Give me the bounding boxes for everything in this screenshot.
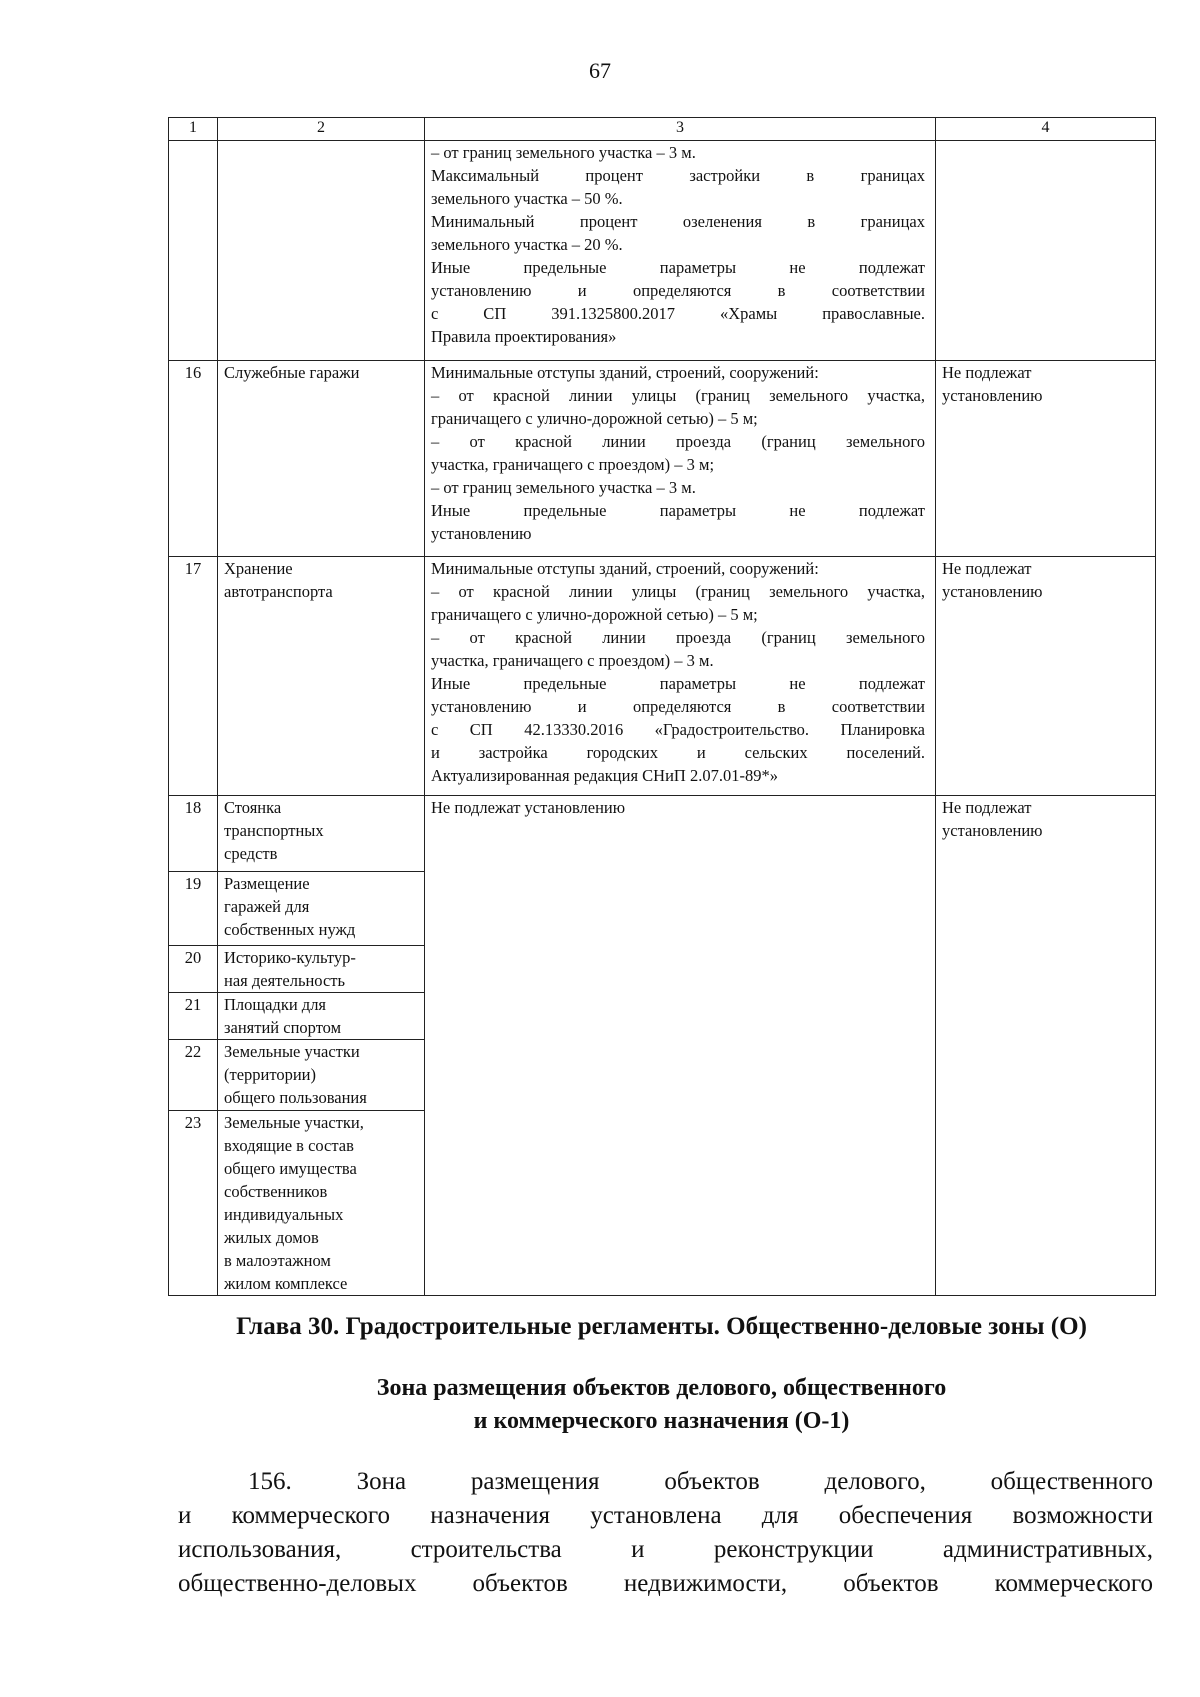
note-line: Не подлежат — [942, 363, 1032, 382]
note-cell — [936, 557, 1156, 796]
use-name-cell — [218, 1040, 425, 1111]
chapter-heading: Глава 30. Градостроительные регламенты. Общественно-деловые зоны (О) — [236, 1313, 1087, 1340]
use-name-line: Стоянка — [224, 798, 282, 817]
params-line: Правила проектирования» — [431, 327, 617, 346]
note-cell — [936, 141, 1156, 361]
paragraph-line: общественно-деловых объектов недвижимости, объектов коммерческого — [178, 1570, 1153, 1597]
use-name-cell — [218, 946, 425, 993]
params-line: установлению и определяются в соответствии — [431, 697, 925, 716]
params-cell — [425, 557, 936, 796]
params-line: и застройка городских и сельских поселений. — [431, 743, 925, 762]
params-line: – от красной линии проезда (границ земельного — [431, 628, 925, 647]
column-number: 4 — [936, 118, 1156, 141]
column-number-row — [169, 118, 1156, 141]
column-number: 2 — [218, 118, 425, 141]
note-line: установлению — [942, 582, 1043, 601]
use-name-cell — [218, 993, 425, 1040]
params-line: с СП 391.1325800.2017 «Храмы православные. — [431, 304, 925, 323]
use-name-line: индивидуальных — [224, 1205, 344, 1224]
params-line: Иные предельные параметры не подлежат — [431, 674, 925, 693]
row-number: 17 — [169, 557, 218, 796]
use-name-line: гаражей для — [224, 897, 310, 916]
row-number: 20 — [169, 946, 218, 993]
params-line: Максимальный процент застройки в границах — [431, 166, 925, 185]
params-line: – от красной линии проезда (границ земельного — [431, 432, 925, 451]
row-number: 18 — [169, 796, 218, 872]
zone-heading-line: Зона размещения объектов делового, общественного — [376, 1375, 947, 1401]
table-row — [169, 361, 1156, 557]
params-line: граничащего с улично-дорожной сетью) – 5 м; — [431, 409, 758, 428]
row-number: 21 — [169, 993, 218, 1040]
row-number: 22 — [169, 1040, 218, 1111]
use-name-line: Хранение — [224, 559, 293, 578]
params-line: – от границ земельного участка – 3 м. — [431, 478, 696, 497]
use-name-line: общего пользования — [224, 1088, 367, 1107]
use-name-line: ная деятельность — [224, 971, 346, 990]
params-line: – от красной линии улицы (границ земельного участка, — [431, 582, 925, 601]
zone-heading-line: и коммерческого назначения (О-1) — [473, 1408, 850, 1434]
params-line: земельного участка – 50 %. — [431, 189, 623, 208]
paragraph-line: и коммерческого назначения установлена для обеспечения возможности — [178, 1502, 1153, 1529]
use-name-line: Историко-культур- — [224, 948, 356, 967]
use-name-line: Служебные гаражи — [224, 363, 360, 382]
params-line: Не подлежат установлению — [431, 798, 626, 817]
use-name-line: средств — [224, 844, 278, 863]
paragraph-line: 156. Зона размещения объектов делового, общественного — [248, 1468, 1153, 1495]
use-name-line: жилых домов — [224, 1228, 319, 1247]
row-number: 19 — [169, 872, 218, 946]
params-line: Минимальные отступы зданий, строений, сооружений: — [431, 559, 819, 578]
params-cell — [425, 361, 936, 557]
use-name-cell — [218, 141, 425, 361]
params-line: Минимальные отступы зданий, строений, сооружений: — [431, 363, 819, 382]
row-number: 16 — [169, 361, 218, 557]
use-name-cell — [218, 796, 425, 872]
use-name-line: жилом комплексе — [224, 1274, 348, 1293]
use-name-line: общего имущества — [224, 1159, 357, 1178]
use-name-line: в малоэтажном — [224, 1251, 331, 1270]
params-line: Актуализированная редакция СНиП 2.07.01-89*» — [431, 766, 778, 785]
page-number: 67 — [589, 58, 611, 83]
use-name-line: Земельные участки, — [224, 1113, 364, 1132]
params-line: Минимальный процент озеленения в границах — [431, 212, 925, 231]
note-cell — [936, 796, 1156, 1296]
use-name-cell — [218, 872, 425, 946]
zone-heading — [168, 1372, 1155, 1438]
params-line: Иные предельные параметры не подлежат — [431, 501, 925, 520]
use-name-line: Площадки для — [224, 995, 327, 1014]
use-name-cell — [218, 1111, 425, 1296]
paragraph-156 — [178, 1465, 1153, 1601]
params-line: установлению — [431, 524, 532, 543]
use-name-line: Земельные участки — [224, 1042, 360, 1061]
params-cell — [425, 796, 936, 1296]
use-name-line: собственных нужд — [224, 920, 356, 939]
note-line: Не подлежат — [942, 798, 1032, 817]
note-line: Не подлежат — [942, 559, 1032, 578]
params-cell — [425, 141, 936, 361]
params-line: – от красной линии улицы (границ земельного участка, — [431, 386, 925, 405]
regulations-table — [168, 117, 1156, 1296]
row-number: 23 — [169, 1111, 218, 1296]
continuation-row — [169, 141, 1156, 361]
params-line: участка, граничащего с проездом) – 3 м; — [431, 455, 715, 474]
params-line: Иные предельные параметры не подлежат — [431, 258, 925, 277]
use-name-cell — [218, 557, 425, 796]
table-row — [169, 796, 1156, 872]
use-name-line: Размещение — [224, 874, 310, 893]
column-number: 1 — [169, 118, 218, 141]
params-line: – от границ земельного участка – 3 м. — [431, 143, 696, 162]
params-line: участка, граничащего с проездом) – 3 м. — [431, 651, 714, 670]
row-number-cell — [169, 141, 218, 361]
use-name-line: автотранспорта — [224, 582, 333, 601]
params-line: земельного участка – 20 %. — [431, 235, 623, 254]
table-row — [169, 557, 1156, 796]
note-cell — [936, 361, 1156, 557]
use-name-line: входящие в состав — [224, 1136, 354, 1155]
use-name-line: (территории) — [224, 1065, 317, 1084]
note-line: установлению — [942, 386, 1043, 405]
column-number: 3 — [425, 118, 936, 141]
use-name-line: транспортных — [224, 821, 324, 840]
note-line: установлению — [942, 821, 1043, 840]
paragraph-line: использования, строительства и реконструкции административных, — [178, 1536, 1153, 1563]
params-line: установлению и определяются в соответствии — [431, 281, 925, 300]
params-line: граничащего с улично-дорожной сетью) – 5 м; — [431, 605, 758, 624]
params-line: с СП 42.13330.2016 «Градостроительство. Планировка — [431, 720, 925, 739]
use-name-line: занятий спортом — [224, 1018, 342, 1037]
use-name-line: собственников — [224, 1182, 328, 1201]
use-name-cell — [218, 361, 425, 557]
